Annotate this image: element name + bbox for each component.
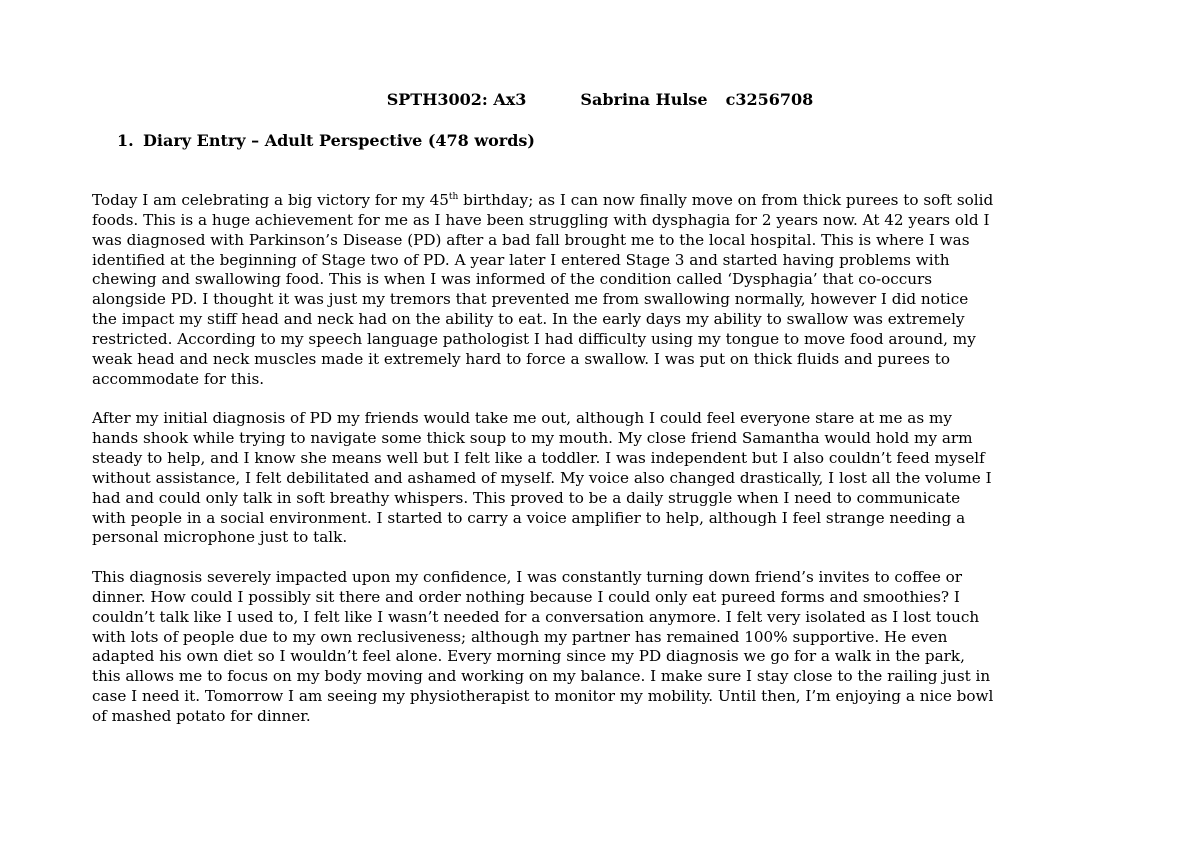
text-line: hands shook while trying to navigate some thick soup to my mouth. My close friend Samantha would hold my arm	[92, 429, 973, 448]
document-header	[0, 90, 1200, 110]
diary-entry-body	[92, 191, 1112, 747]
text-line: without assistance, I felt debilitated and ashamed of myself. My voice also changed drastically, I lost all the volume I	[92, 468, 992, 487]
text-line: chewing and swallowing food. This is when I was informed of the condition called ‘Dysphagia’ that co-occurs	[92, 270, 933, 289]
text-line: alongside PD. I thought it was just my tremors that prevented me from swallowing normally, however I did notice	[92, 290, 969, 309]
student-name: Sabrina Hulse	[580, 90, 708, 109]
ordinal-superscript: th	[448, 192, 459, 202]
text-line: restricted. According to my speech language pathologist I had difficulty using my tongue to move food around, my	[92, 329, 976, 348]
text-line: accommodate for this.	[92, 369, 265, 388]
paragraph-2	[92, 409, 1112, 548]
section-number: 1.	[117, 131, 134, 150]
text-line: couldn’t talk like I used to, I felt like I wasn’t needed for a conversation anymore. I felt very isolated as I lost touch	[92, 607, 980, 626]
text-line: dinner. How could I possibly sit there and order nothing because I could only eat pureed forms and smoothies? I	[92, 587, 960, 606]
text-line: weak head and neck muscles made it extremely hard to force a swallow. I was put on thick fluids and purees to	[92, 349, 951, 368]
text-line: had and could only talk in soft breathy whispers. This proved to be a daily struggle when I need to communicate	[92, 488, 961, 507]
paragraph-1	[92, 191, 1112, 389]
text-line: personal microphone just to talk.	[92, 528, 348, 547]
text-line: Today I am celebrating a big victory for my 45th birthday; as I can now finally move on from thick purees to soft solid	[92, 191, 994, 209]
course-code: SPTH3002: Ax3	[386, 90, 527, 109]
text-line: steady to help, and I know she means well but I felt like a toddler. I was independent but I also couldn’t feed myself	[92, 448, 985, 467]
text-line: this allows me to focus on my body moving and working on my balance. I make sure I stay close to the railing just in	[92, 667, 991, 686]
text-line: case I need it. Tomorrow I am seeing my physiotherapist to monitor my mobility. Until then, I’m enjoying a nice bowl	[92, 687, 994, 706]
text-line: was diagnosed with Parkinson’s Disease (PD) after a bad fall brought me to the local hospital. This is where I was	[92, 230, 970, 249]
text-line: with people in a social environment. I started to carry a voice amplifier to help, although I feel strange needing a	[92, 508, 966, 527]
text-line: of mashed potato for dinner.	[92, 706, 311, 725]
student-id: c3256708	[725, 90, 814, 109]
text-line: adapted his own diet so I wouldn’t feel alone. Every morning since my PD diagnosis we go for a walk in the park,	[92, 647, 965, 666]
text-line: identified at the beginning of Stage two of PD. A year later I entered Stage 3 and started having problems with	[92, 250, 950, 269]
text-line: with lots of people due to my own reclusiveness; although my partner has remained 100% supportive. He even	[92, 627, 948, 646]
paragraph-3	[92, 568, 1112, 727]
text-line: This diagnosis severely impacted upon my confidence, I was constantly turning down friend’s invites to coffee or	[92, 568, 963, 587]
text-line: foods. This is a huge achievement for me as I have been struggling with dysphagia for 2 years now. At 42 years old I	[92, 210, 990, 229]
text-line: After my initial diagnosis of PD my friends would take me out, although I could feel everyone stare at me as my	[92, 409, 952, 428]
section-heading	[117, 131, 535, 151]
section-title: Diary Entry – Adult Perspective (478 words)	[143, 131, 535, 150]
text-line: the impact my stiff head and neck had on the ability to eat. In the early days my ability to swallow was extremely	[92, 310, 965, 329]
